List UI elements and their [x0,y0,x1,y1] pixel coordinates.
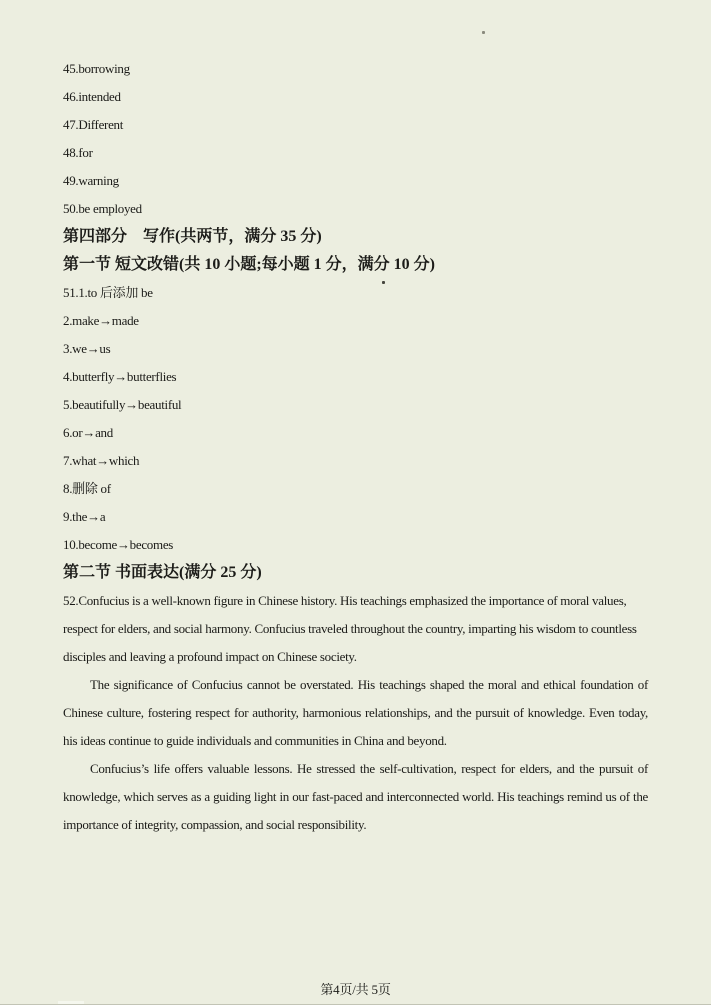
correction-line-2: 2.make→made [63,313,139,328]
correction-line-6: 6.or→and [63,425,113,440]
correction-line-9: 9.the→a [63,509,106,524]
answer-line-49: 49.warning [63,173,119,188]
answer-line-45: 45.borrowing [63,61,130,76]
correction-line-4: 4.butterfly→butterflies [63,369,177,384]
part4-heading: 第四部分 写作(共两节，满分 35 分) [63,228,322,245]
correction-line-3: 3.we→us [63,341,111,356]
correction-line-5: 5.beautifully→beautiful [63,397,182,412]
section1-heading: 第一节 短文改错(共 10 小题;每小题 1 分，满分 10 分) [63,256,435,273]
ink-speck-top [482,31,485,34]
answer-line-47: 47.Different [63,117,124,132]
page-content [63,55,648,839]
answer-line-46: 46.intended [63,89,121,104]
correction-line-10: 10.become→becomes [63,537,174,552]
page-number-footer: 第4页/共 5页 [320,982,391,997]
answer-line-48: 48.for [63,145,93,160]
essay-paragraph-1: 52.Confucius is a well-known figure in Chinese history. His teachings emphasized the importance of moral values, respect for elders, and social harmony. Confucius traveled throughout the country, imparting his wisdom to countless disciples and leaving a profound impact on Chinese society. [63,593,637,664]
essay-paragraph-2: The significance of Confucius cannot be overstated. His teachings shaped the moral and ethical foundation of Chinese culture, fostering respect for authority, harmonious relationships, and the pursuit of knowledge. Even today, his ideas continue to guide individuals and communities in China and beyond. [63,677,648,748]
correction-line-1: 51.1.to 后添加 be [63,285,153,300]
correction-line-7: 7.what→which [63,453,140,468]
essay-paragraph-3: Confucius’s life offers valuable lessons. He stressed the self-cultivation, respect for elders, and the pursuit of knowledge, which serves as a guiding light in our fast-paced and interconnected world. His teachings remind us of the importance of integrity, compassion, and social responsibility. [63,761,648,832]
correction-line-8: 8.删除 of [63,481,111,496]
section2-heading: 第二节 书面表达(满分 25 分) [63,564,262,581]
answer-line-50: 50.be employed [63,201,142,216]
